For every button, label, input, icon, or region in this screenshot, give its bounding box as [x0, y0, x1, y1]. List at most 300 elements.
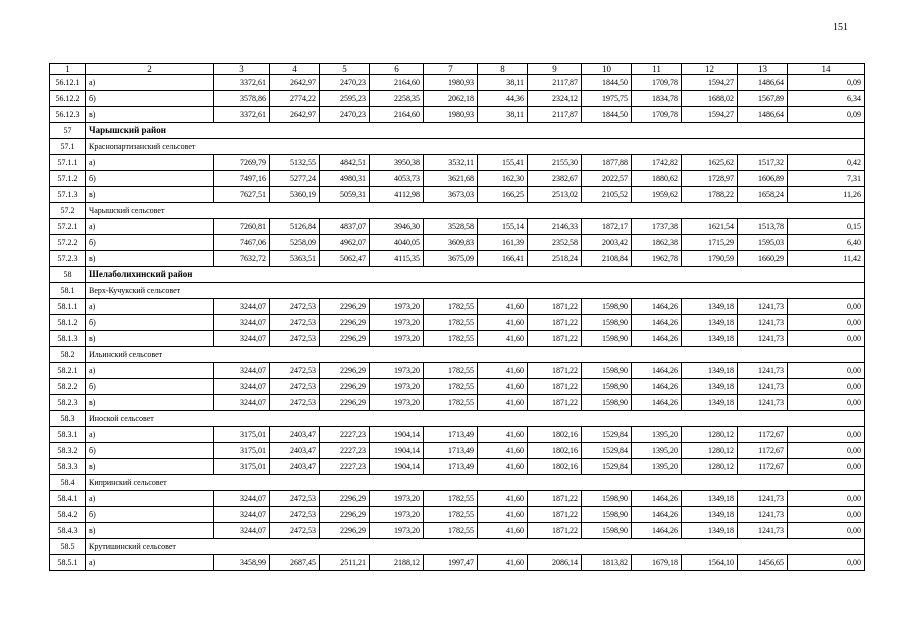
row-number-cell: 57.2.3 [50, 251, 86, 267]
value-cell: 2086,14 [528, 555, 582, 571]
value-cell: 1529,84 [582, 459, 632, 475]
row-label-cell: б) [86, 379, 214, 395]
value-cell: 1904,14 [370, 459, 424, 475]
value-cell: 7269,79 [214, 155, 270, 171]
value-cell: 1464,26 [632, 299, 682, 315]
value-cell: 1973,20 [370, 491, 424, 507]
column-header: 8 [478, 64, 528, 75]
value-cell: 6,40 [788, 235, 865, 251]
value-cell: 1871,22 [528, 395, 582, 411]
value-cell: 1349,18 [682, 363, 738, 379]
value-cell: 1713,49 [424, 427, 478, 443]
value-cell: 44,36 [478, 91, 528, 107]
value-cell: 1782,55 [424, 315, 478, 331]
value-cell: 0,00 [788, 523, 865, 539]
table-row [50, 443, 865, 459]
value-cell: 2472,53 [270, 315, 320, 331]
value-cell: 1709,78 [632, 107, 682, 123]
value-cell: 1349,18 [682, 507, 738, 523]
value-cell: 1594,27 [682, 107, 738, 123]
row-number-cell: 58.1.2 [50, 315, 86, 331]
value-cell: 155,14 [478, 219, 528, 235]
value-cell: 7467,06 [214, 235, 270, 251]
value-cell: 1241,73 [738, 491, 788, 507]
row-label-cell: б) [86, 91, 214, 107]
value-cell: 1598,90 [582, 507, 632, 523]
value-cell: 2472,53 [270, 523, 320, 539]
value-cell: 2403,47 [270, 443, 320, 459]
value-cell: 41,60 [478, 507, 528, 523]
value-cell: 1660,29 [738, 251, 788, 267]
table-row [50, 459, 865, 475]
value-cell: 1513,78 [738, 219, 788, 235]
value-cell: 1862,38 [632, 235, 682, 251]
row-label-cell: а) [86, 427, 214, 443]
value-cell: 1962,78 [632, 251, 682, 267]
value-cell: 1871,22 [528, 299, 582, 315]
value-cell: 5363,51 [270, 251, 320, 267]
value-cell: 1997,47 [424, 555, 478, 571]
council-row [50, 475, 865, 491]
value-cell: 1782,55 [424, 379, 478, 395]
value-cell: 1742,82 [632, 155, 682, 171]
row-number-cell: 58.3.3 [50, 459, 86, 475]
value-cell: 3946,30 [370, 219, 424, 235]
value-cell: 1728,97 [682, 171, 738, 187]
value-cell: 1567,89 [738, 91, 788, 107]
column-header: 6 [370, 64, 424, 75]
row-number-cell: 57.1.3 [50, 187, 86, 203]
value-cell: 2642,97 [270, 107, 320, 123]
table-body [50, 64, 865, 571]
value-cell: 1834,78 [632, 91, 682, 107]
value-cell: 1395,20 [632, 427, 682, 443]
value-cell: 1871,22 [528, 379, 582, 395]
value-cell: 1658,24 [738, 187, 788, 203]
value-cell: 1486,64 [738, 107, 788, 123]
value-cell: 2352,58 [528, 235, 582, 251]
value-cell: 1871,22 [528, 507, 582, 523]
column-header: 2 [86, 64, 214, 75]
value-cell: 0,00 [788, 443, 865, 459]
value-cell: 5126,84 [270, 219, 320, 235]
value-cell: 1904,14 [370, 427, 424, 443]
value-cell: 41,60 [478, 427, 528, 443]
value-cell: 1594,27 [682, 75, 738, 91]
value-cell: 41,60 [478, 379, 528, 395]
value-cell: 1517,32 [738, 155, 788, 171]
value-cell: 1464,26 [632, 491, 682, 507]
value-cell: 0,00 [788, 491, 865, 507]
value-cell: 5059,31 [320, 187, 370, 203]
value-cell: 3675,09 [424, 251, 478, 267]
value-cell: 2227,23 [320, 443, 370, 459]
value-cell: 2472,53 [270, 491, 320, 507]
value-cell: 2470,23 [320, 107, 370, 123]
table-row [50, 91, 865, 107]
row-number-cell: 58.3.2 [50, 443, 86, 459]
value-cell: 166,25 [478, 187, 528, 203]
value-cell: 1172,67 [738, 427, 788, 443]
value-cell: 1813,82 [582, 555, 632, 571]
value-cell: 41,60 [478, 299, 528, 315]
value-cell: 2296,29 [320, 363, 370, 379]
value-cell: 41,60 [478, 523, 528, 539]
value-cell: 1564,10 [682, 555, 738, 571]
value-cell: 1973,20 [370, 299, 424, 315]
table-row [50, 507, 865, 523]
council-name-cell: Кипринский сельсовет [86, 475, 865, 491]
value-cell: 41,60 [478, 331, 528, 347]
value-cell: 2642,97 [270, 75, 320, 91]
value-cell: 1802,16 [528, 459, 582, 475]
council-row [50, 283, 865, 299]
value-cell: 2513,02 [528, 187, 582, 203]
value-cell: 1782,55 [424, 363, 478, 379]
value-cell: 4053,73 [370, 171, 424, 187]
value-cell: 3673,03 [424, 187, 478, 203]
value-cell: 1280,12 [682, 459, 738, 475]
value-cell: 1486,64 [738, 75, 788, 91]
value-cell: 1973,20 [370, 315, 424, 331]
value-cell: 1241,73 [738, 523, 788, 539]
value-cell: 0,00 [788, 299, 865, 315]
row-number-cell: 58.4 [50, 475, 86, 491]
value-cell: 1456,65 [738, 555, 788, 571]
column-header: 5 [320, 64, 370, 75]
value-cell: 1782,55 [424, 491, 478, 507]
row-number-cell: 58.1 [50, 283, 86, 299]
value-cell: 2472,53 [270, 507, 320, 523]
value-cell: 1715,29 [682, 235, 738, 251]
value-cell: 1880,62 [632, 171, 682, 187]
row-label-cell: б) [86, 507, 214, 523]
value-cell: 1871,22 [528, 523, 582, 539]
value-cell: 5360,19 [270, 187, 320, 203]
value-cell: 2511,21 [320, 555, 370, 571]
table-row [50, 379, 865, 395]
value-cell: 1172,67 [738, 459, 788, 475]
value-cell: 1349,18 [682, 379, 738, 395]
value-cell: 3244,07 [214, 491, 270, 507]
value-cell: 1172,67 [738, 443, 788, 459]
value-cell: 5258,09 [270, 235, 320, 251]
value-cell: 1349,18 [682, 331, 738, 347]
value-cell: 2403,47 [270, 427, 320, 443]
council-row [50, 539, 865, 555]
value-cell: 1782,55 [424, 331, 478, 347]
value-cell: 0,00 [788, 331, 865, 347]
value-cell: 2324,12 [528, 91, 582, 107]
value-cell: 6,34 [788, 91, 865, 107]
row-number-cell: 58.5.1 [50, 555, 86, 571]
value-cell: 2472,53 [270, 363, 320, 379]
value-cell: 7497,16 [214, 171, 270, 187]
value-cell: 3244,07 [214, 299, 270, 315]
row-label-cell: а) [86, 155, 214, 171]
value-cell: 4112,98 [370, 187, 424, 203]
value-cell: 2296,29 [320, 395, 370, 411]
value-cell: 3578,86 [214, 91, 270, 107]
value-cell: 1904,14 [370, 443, 424, 459]
value-cell: 2296,29 [320, 507, 370, 523]
value-cell: 4837,07 [320, 219, 370, 235]
table-row [50, 299, 865, 315]
value-cell: 1241,73 [738, 331, 788, 347]
table-row [50, 395, 865, 411]
value-cell: 2472,53 [270, 299, 320, 315]
value-cell: 1598,90 [582, 315, 632, 331]
value-cell: 3175,01 [214, 427, 270, 443]
value-cell: 2470,23 [320, 75, 370, 91]
value-cell: 0,00 [788, 315, 865, 331]
value-cell: 2022,57 [582, 171, 632, 187]
value-cell: 3244,07 [214, 395, 270, 411]
value-cell: 2472,53 [270, 395, 320, 411]
value-cell: 1606,89 [738, 171, 788, 187]
value-cell: 2687,45 [270, 555, 320, 571]
value-cell: 1713,49 [424, 443, 478, 459]
value-cell: 1241,73 [738, 315, 788, 331]
value-cell: 3244,07 [214, 363, 270, 379]
row-number-cell: 56.12.1 [50, 75, 86, 91]
value-cell: 0,42 [788, 155, 865, 171]
value-cell: 0,09 [788, 107, 865, 123]
row-label-cell: б) [86, 315, 214, 331]
row-label-cell: б) [86, 171, 214, 187]
value-cell: 1464,26 [632, 379, 682, 395]
value-cell: 162,30 [478, 171, 528, 187]
value-cell: 1877,88 [582, 155, 632, 171]
value-cell: 0,00 [788, 379, 865, 395]
row-number-cell: 58.4.2 [50, 507, 86, 523]
column-header: 7 [424, 64, 478, 75]
column-header: 10 [582, 64, 632, 75]
value-cell: 1737,38 [632, 219, 682, 235]
value-cell: 1973,20 [370, 331, 424, 347]
value-cell: 1598,90 [582, 523, 632, 539]
value-cell: 1688,02 [682, 91, 738, 107]
row-number-cell: 57 [50, 123, 86, 139]
value-cell: 1529,84 [582, 427, 632, 443]
value-cell: 161,39 [478, 235, 528, 251]
value-cell: 3609,83 [424, 235, 478, 251]
value-cell: 3458,99 [214, 555, 270, 571]
value-cell: 1621,54 [682, 219, 738, 235]
value-cell: 3372,61 [214, 75, 270, 91]
council-name-cell: Краснопартизанский сельсовет [86, 139, 865, 155]
column-header: 3 [214, 64, 270, 75]
value-cell: 11,26 [788, 187, 865, 203]
value-cell: 2108,84 [582, 251, 632, 267]
value-cell: 11,42 [788, 251, 865, 267]
value-cell: 1959,62 [632, 187, 682, 203]
value-cell: 1395,20 [632, 459, 682, 475]
table-row [50, 523, 865, 539]
value-cell: 0,00 [788, 363, 865, 379]
value-cell: 2146,33 [528, 219, 582, 235]
value-cell: 2258,35 [370, 91, 424, 107]
row-label-cell: в) [86, 523, 214, 539]
value-cell: 3372,61 [214, 107, 270, 123]
value-cell: 1595,03 [738, 235, 788, 251]
value-cell: 1349,18 [682, 523, 738, 539]
value-cell: 1980,93 [424, 107, 478, 123]
value-cell: 2227,23 [320, 459, 370, 475]
value-cell: 0,00 [788, 555, 865, 571]
value-cell: 2472,53 [270, 379, 320, 395]
data-table [49, 63, 865, 571]
value-cell: 1280,12 [682, 427, 738, 443]
row-label-cell: а) [86, 75, 214, 91]
row-number-cell: 56.12.2 [50, 91, 86, 107]
value-cell: 2164,60 [370, 75, 424, 91]
value-cell: 1802,16 [528, 443, 582, 459]
value-cell: 1395,20 [632, 443, 682, 459]
value-cell: 2105,52 [582, 187, 632, 203]
council-row [50, 347, 865, 363]
value-cell: 1464,26 [632, 523, 682, 539]
row-number-cell: 58.2 [50, 347, 86, 363]
value-cell: 2227,23 [320, 427, 370, 443]
value-cell: 3244,07 [214, 315, 270, 331]
value-cell: 7260,81 [214, 219, 270, 235]
value-cell: 1349,18 [682, 491, 738, 507]
value-cell: 166,41 [478, 251, 528, 267]
value-cell: 41,60 [478, 459, 528, 475]
value-cell: 2382,67 [528, 171, 582, 187]
row-number-cell: 58.4.3 [50, 523, 86, 539]
value-cell: 1980,93 [424, 75, 478, 91]
value-cell: 1973,20 [370, 395, 424, 411]
row-number-cell: 57.2.2 [50, 235, 86, 251]
value-cell: 4040,05 [370, 235, 424, 251]
council-row [50, 411, 865, 427]
value-cell: 41,60 [478, 555, 528, 571]
row-number-cell: 56.12.3 [50, 107, 86, 123]
value-cell: 2062,18 [424, 91, 478, 107]
value-cell: 0,09 [788, 75, 865, 91]
value-cell: 41,60 [478, 443, 528, 459]
row-number-cell: 58.2.2 [50, 379, 86, 395]
value-cell: 1349,18 [682, 395, 738, 411]
value-cell: 41,60 [478, 491, 528, 507]
value-cell: 5062,47 [320, 251, 370, 267]
value-cell: 7632,72 [214, 251, 270, 267]
value-cell: 3175,01 [214, 459, 270, 475]
district-name-cell: Шелаболихинский район [86, 267, 865, 283]
value-cell: 1975,75 [582, 91, 632, 107]
table-row [50, 251, 865, 267]
row-label-cell: в) [86, 251, 214, 267]
table-row [50, 107, 865, 123]
value-cell: 1782,55 [424, 299, 478, 315]
row-number-cell: 58.3 [50, 411, 86, 427]
council-name-cell: Верх-Кучукский сельсовет [86, 283, 865, 299]
value-cell: 1598,90 [582, 379, 632, 395]
value-cell: 1464,26 [632, 315, 682, 331]
value-cell: 3244,07 [214, 507, 270, 523]
value-cell: 2518,24 [528, 251, 582, 267]
row-label-cell: а) [86, 363, 214, 379]
value-cell: 1598,90 [582, 491, 632, 507]
value-cell: 155,41 [478, 155, 528, 171]
value-cell: 1973,20 [370, 507, 424, 523]
row-label-cell: а) [86, 219, 214, 235]
value-cell: 1871,22 [528, 331, 582, 347]
value-cell: 0,00 [788, 395, 865, 411]
value-cell: 3244,07 [214, 523, 270, 539]
value-cell: 2003,42 [582, 235, 632, 251]
value-cell: 1241,73 [738, 379, 788, 395]
value-cell: 2164,60 [370, 107, 424, 123]
value-cell: 1973,20 [370, 523, 424, 539]
row-label-cell: в) [86, 331, 214, 347]
value-cell: 1598,90 [582, 331, 632, 347]
value-cell: 1349,18 [682, 315, 738, 331]
value-cell: 5132,55 [270, 155, 320, 171]
value-cell: 3244,07 [214, 331, 270, 347]
table-row [50, 331, 865, 347]
column-header: 1 [50, 64, 86, 75]
row-number-cell: 58.1.1 [50, 299, 86, 315]
value-cell: 7627,51 [214, 187, 270, 203]
column-header: 9 [528, 64, 582, 75]
value-cell: 1241,73 [738, 507, 788, 523]
row-label-cell: б) [86, 443, 214, 459]
value-cell: 4980,31 [320, 171, 370, 187]
value-cell: 0,00 [788, 459, 865, 475]
row-number-cell: 57.1.1 [50, 155, 86, 171]
value-cell: 0,00 [788, 507, 865, 523]
table-row [50, 363, 865, 379]
value-cell: 1529,84 [582, 443, 632, 459]
value-cell: 5277,24 [270, 171, 320, 187]
value-cell: 1241,73 [738, 395, 788, 411]
value-cell: 1973,20 [370, 379, 424, 395]
row-number-cell: 57.1.2 [50, 171, 86, 187]
council-name-cell: Крутишинский сельсовет [86, 539, 865, 555]
value-cell: 1802,16 [528, 427, 582, 443]
value-cell: 1241,73 [738, 363, 788, 379]
row-label-cell: а) [86, 299, 214, 315]
value-cell: 2296,29 [320, 315, 370, 331]
value-cell: 2472,53 [270, 331, 320, 347]
district-name-cell: Чарышский район [86, 123, 865, 139]
row-number-cell: 58.2.3 [50, 395, 86, 411]
value-cell: 2296,29 [320, 523, 370, 539]
value-cell: 1790,59 [682, 251, 738, 267]
value-cell: 4842,51 [320, 155, 370, 171]
row-label-cell: б) [86, 235, 214, 251]
row-label-cell: в) [86, 395, 214, 411]
value-cell: 0,00 [788, 427, 865, 443]
value-cell: 1349,18 [682, 299, 738, 315]
value-cell: 1625,62 [682, 155, 738, 171]
value-cell: 1464,26 [632, 507, 682, 523]
value-cell: 3244,07 [214, 379, 270, 395]
value-cell: 1844,50 [582, 75, 632, 91]
row-number-cell: 58.1.3 [50, 331, 86, 347]
row-number-cell: 57.1 [50, 139, 86, 155]
row-number-cell: 58.2.1 [50, 363, 86, 379]
table-header-row [50, 64, 865, 75]
row-number-cell: 58.3.1 [50, 427, 86, 443]
council-row [50, 203, 865, 219]
value-cell: 38,11 [478, 75, 528, 91]
table-row [50, 555, 865, 571]
column-header: 4 [270, 64, 320, 75]
